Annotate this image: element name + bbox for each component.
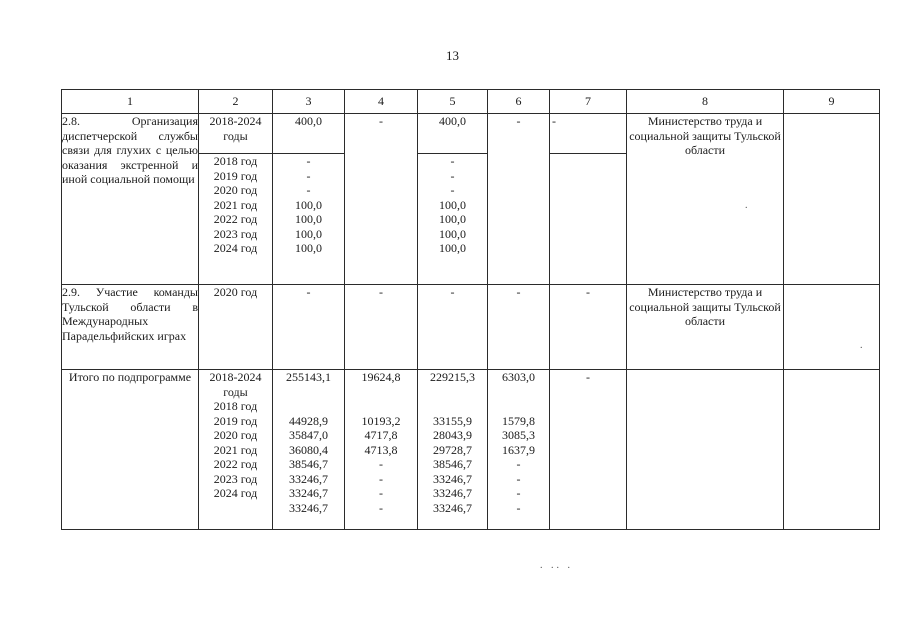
year-value: - [306, 183, 311, 197]
total-value: 6303,0 [502, 370, 535, 384]
column-header: 4 [345, 90, 418, 114]
total-value: 229215,3 [430, 370, 475, 384]
total-values-col5 [418, 370, 488, 530]
year-value: - [516, 500, 521, 515]
total-values-col4 [345, 370, 418, 530]
budget-table [61, 89, 880, 530]
year-value: 3085,3 [502, 428, 535, 442]
year-value: 33246,7 [289, 500, 328, 515]
year-values-col3 [273, 154, 345, 285]
year-value: 100,0 [439, 226, 466, 241]
table-row [62, 285, 880, 370]
year-value: 33246,7 [289, 471, 328, 486]
year-value: - [450, 154, 455, 168]
year-value: 100,0 [295, 241, 322, 255]
scan-speck: . [860, 340, 863, 351]
year-label: 2019 год [213, 413, 258, 428]
row-name-cell: 2.8. Организация диспетчерской службы связи для глухих с целью оказания экстренной и иной социальной помощи [62, 114, 199, 285]
column-header: 6 [488, 90, 550, 114]
year-value: - [379, 471, 383, 486]
empty-cell [550, 154, 627, 285]
year-value: - [379, 486, 383, 500]
year-value: 100,0 [439, 197, 466, 212]
value-cell: - [550, 114, 627, 154]
value-cell: 400,0 [273, 114, 345, 154]
scan-speck: . .. . [540, 560, 573, 571]
page-number: 13 [446, 48, 459, 63]
row-name-cell: 2.9. Участие команды Тульской области в Международных Парадельфийских играх [62, 285, 199, 370]
period-and-years [199, 370, 273, 530]
period-cell: 2018-2024 годы [199, 114, 273, 154]
year-value: 100,0 [439, 212, 466, 226]
total-values-col6 [488, 370, 550, 530]
year-values-col5 [418, 154, 488, 285]
value-cell: - [418, 285, 488, 370]
row-name-cell: Итого по подпрограмме [62, 370, 199, 530]
total-value: 255143,1 [286, 370, 331, 384]
year-value: - [379, 457, 383, 471]
total-value: 19624,8 [361, 370, 401, 384]
table-row-total [62, 370, 880, 530]
responsible-cell: Министерство труда и социальной защиты Тульской области [627, 114, 784, 285]
year-value: 4717,8 [364, 428, 398, 442]
year-value: 100,0 [295, 212, 322, 226]
year-value: 100,0 [295, 226, 322, 241]
year-value: 28043,9 [433, 428, 472, 442]
column-header: 2 [199, 90, 273, 114]
year-label: 2020 год [213, 428, 258, 442]
column-header: 1 [62, 90, 199, 114]
year-label: 2021 год [213, 442, 258, 457]
year-value: 10193,2 [361, 413, 401, 428]
column-header: 3 [273, 90, 345, 114]
year-value: - [516, 471, 521, 486]
year-value: 33155,9 [433, 413, 472, 428]
year-value: - [306, 168, 311, 183]
value-cell: - [273, 285, 345, 370]
year-value: 36080,4 [289, 442, 328, 457]
year-value: 38546,7 [289, 457, 328, 471]
year-label: 2024 год [213, 486, 258, 500]
value-cell: - [345, 285, 418, 370]
year-value: 33246,7 [433, 471, 472, 486]
period-label: 2018-2024 годы [209, 370, 262, 399]
year-value: 38546,7 [433, 457, 472, 471]
year-value: 44928,9 [289, 413, 328, 428]
column-header: 9 [784, 90, 880, 114]
scan-speck: . [745, 200, 748, 211]
column-number-row [62, 90, 880, 114]
year-label: 2018 год [213, 154, 258, 168]
year-value: - [516, 486, 521, 500]
year-label: 2024 год [213, 241, 258, 255]
year-value: - [516, 457, 521, 471]
year-label: 2021 год [213, 197, 258, 212]
year-value: - [306, 154, 311, 168]
year-value: 4713,8 [364, 442, 398, 457]
year-value: - [450, 168, 455, 183]
year-label: 2020 год [213, 183, 258, 197]
value-cell: - [488, 285, 550, 370]
year-list [199, 154, 273, 285]
period-cell: 2020 год [199, 285, 273, 370]
value-cell: - [488, 114, 550, 285]
total-values-col3 [273, 370, 345, 530]
year-value: 35847,0 [289, 428, 328, 442]
year-value: 33246,7 [433, 500, 472, 515]
year-value: 1637,9 [502, 442, 535, 457]
year-label: 2023 год [213, 471, 258, 486]
column-header: 8 [627, 90, 784, 114]
year-label: 2019 год [213, 168, 258, 183]
year-value: 29728,7 [433, 442, 472, 457]
year-value: 100,0 [439, 241, 466, 255]
year-value: - [379, 500, 383, 515]
year-value: 1579,8 [502, 413, 535, 428]
value-cell: - [550, 285, 627, 370]
value-cell: - [550, 370, 627, 530]
note-cell [784, 285, 880, 370]
value-cell: - [345, 114, 418, 285]
table-row [62, 114, 880, 154]
column-header: 5 [418, 90, 488, 114]
year-value: 33246,7 [289, 486, 328, 500]
responsible-cell: Министерство труда и социальной защиты Тульской области [627, 285, 784, 370]
note-cell [784, 114, 880, 285]
year-label: 2022 год [213, 457, 258, 471]
year-label: 2022 год [213, 212, 258, 226]
year-label: 2023 год [213, 226, 258, 241]
year-value: - [450, 183, 455, 197]
year-value: 33246,7 [433, 486, 472, 500]
year-label: 2018 год [213, 399, 258, 413]
column-header: 7 [550, 90, 627, 114]
year-value: 100,0 [295, 197, 322, 212]
note-cell [784, 370, 880, 530]
value-cell: 400,0 [418, 114, 488, 154]
responsible-cell [627, 370, 784, 530]
